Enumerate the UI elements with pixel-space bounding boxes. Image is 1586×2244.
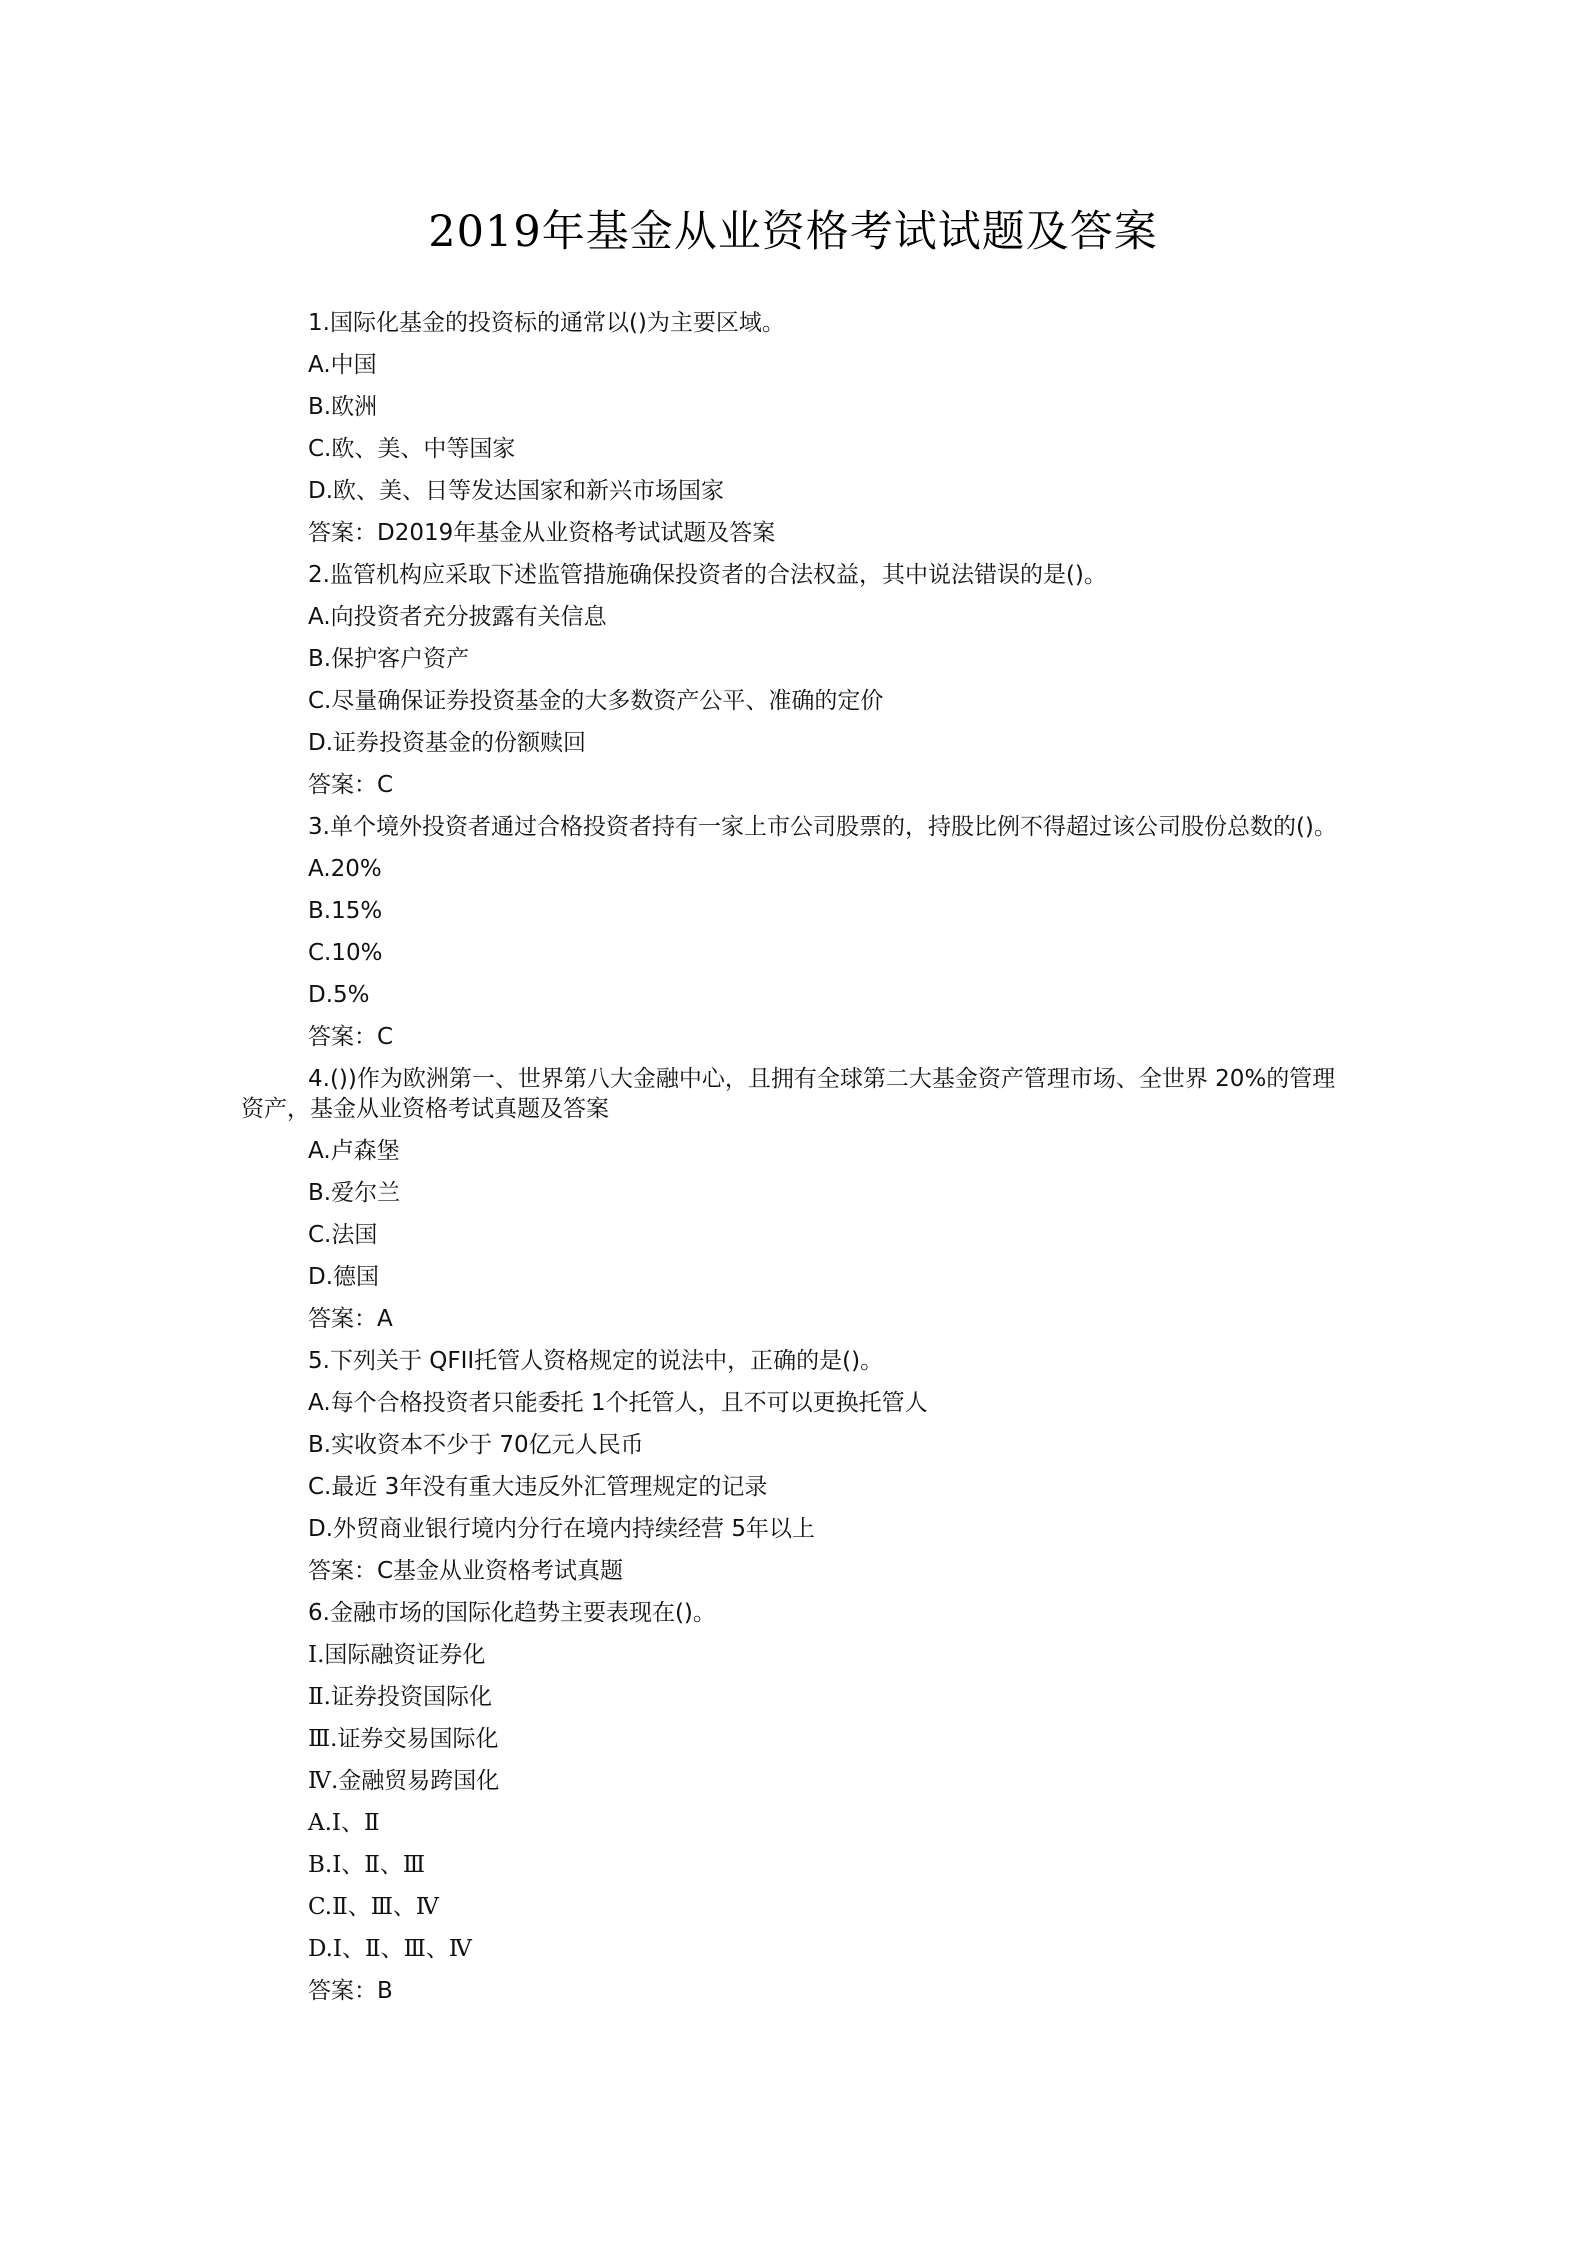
answer-line: 答案：B — [308, 1978, 393, 2004]
option-d: D.德国 — [308, 1264, 380, 1290]
option-a: A.20% — [308, 856, 382, 882]
answer-line: 答案：A — [308, 1306, 393, 1332]
option-a: A.中国 — [308, 352, 377, 378]
answer-line: 答案：C基金从业资格考试真题 — [308, 1558, 624, 1584]
option-b: B.实收资本不少于 70亿元人民币 — [308, 1432, 644, 1458]
option-d: D.Ⅰ、Ⅱ、Ⅲ、Ⅳ — [308, 1936, 472, 1962]
answer-line: 答案：C — [308, 772, 394, 798]
statement-3: Ⅲ.证券交易国际化 — [308, 1726, 499, 1752]
option-c: C.尽量确保证券投资基金的大多数资产公平、准确的定价 — [308, 688, 884, 714]
question-stem: 5.下列关于 QFII托管人资格规定的说法中，正确的是()。 — [308, 1348, 884, 1374]
statement-4: Ⅳ.金融贸易跨国化 — [308, 1768, 500, 1794]
statement-2: Ⅱ.证券投资国际化 — [308, 1684, 492, 1710]
option-a: A.Ⅰ、Ⅱ — [308, 1810, 380, 1836]
option-d: D.外贸商业银行境内分行在境内持续经营 5年以上 — [308, 1516, 815, 1542]
option-b: B.爱尔兰 — [308, 1180, 401, 1206]
option-c: C.法国 — [308, 1222, 378, 1248]
option-b: B.Ⅰ、Ⅱ、Ⅲ — [308, 1852, 426, 1878]
option-d: D.欧、美、日等发达国家和新兴市场国家 — [308, 478, 725, 504]
option-c: C.最近 3年没有重大违反外汇管理规定的记录 — [308, 1474, 768, 1500]
question-stem: 6.金融市场的国际化趋势主要表现在()。 — [308, 1600, 716, 1626]
answer-line: 答案：D2019年基金从业资格考试试题及答案 — [308, 520, 776, 546]
option-c: C.Ⅱ、Ⅲ、Ⅳ — [308, 1894, 439, 1920]
question-stem: 4.())作为欧洲第一、世界第八大金融中心，且拥有全球第二大基金资产管理市场、全世界 20%的管理资产，基金从业资格考试真题及答案 — [241, 1066, 1336, 1122]
option-b: B.欧洲 — [308, 394, 378, 420]
option-c: C.欧、美、中等国家 — [308, 436, 516, 462]
answer-line: 答案：C — [308, 1024, 394, 1050]
option-c: C.10% — [308, 940, 383, 966]
document-body — [0, 308, 1586, 2018]
document-title: 2019年基金从业资格考试试题及答案 — [428, 207, 1158, 257]
question-stem: 2.监管机构应采取下述监管措施确保投资者的合法权益，其中说法错误的是()。 — [308, 562, 1107, 588]
question-stem: 3.单个境外投资者通过合格投资者持有一家上市公司股票的，持股比例不得超过该公司股份总数的()。 — [308, 814, 1337, 840]
option-d: D.5% — [308, 982, 370, 1008]
option-a: A.每个合格投资者只能委托 1个托管人，且不可以更换托管人 — [308, 1390, 928, 1416]
option-a: A.卢森堡 — [308, 1138, 400, 1164]
option-d: D.证券投资基金的份额赎回 — [308, 730, 587, 756]
option-b: B.15% — [308, 898, 383, 924]
question-stem: 1.国际化基金的投资标的通常以()为主要区域。 — [308, 310, 785, 336]
option-a: A.向投资者充分披露有关信息 — [308, 604, 607, 630]
statement-1: Ⅰ.国际融资证券化 — [308, 1642, 486, 1668]
option-b: B.保护客户资产 — [308, 646, 470, 672]
